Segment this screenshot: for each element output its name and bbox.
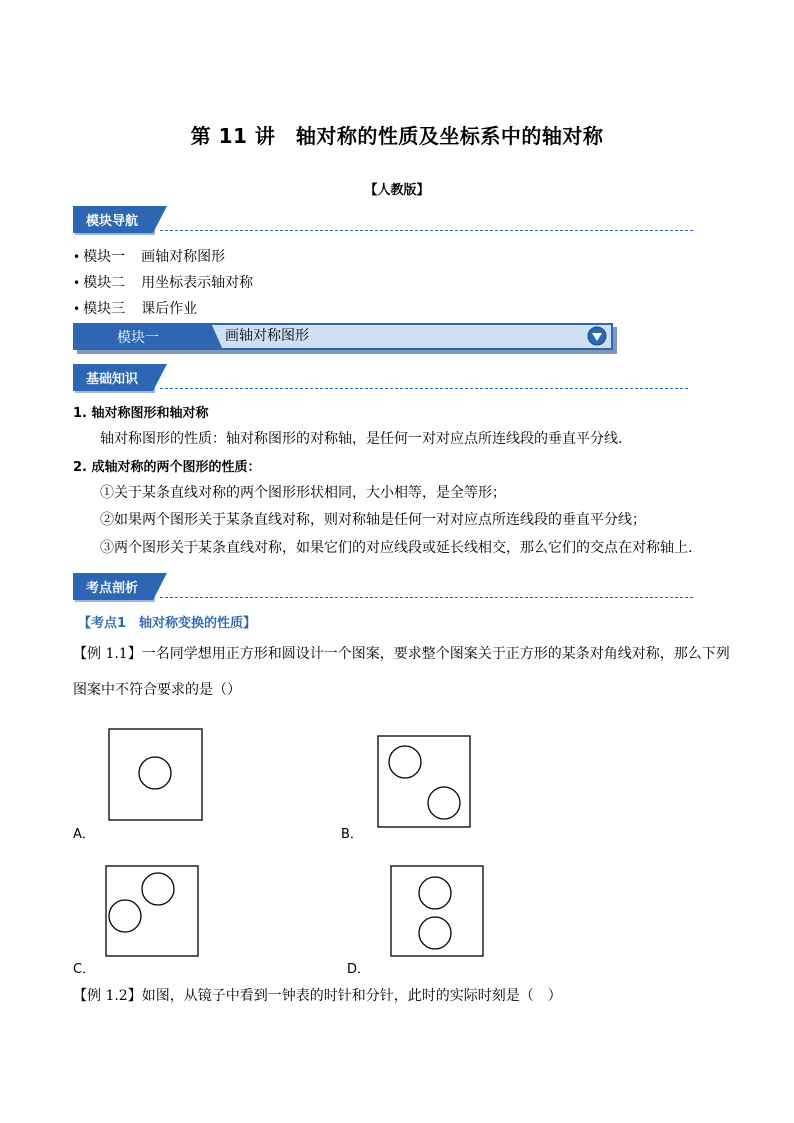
option-b[interactable]: B． bbox=[341, 827, 363, 842]
figure-b bbox=[372, 732, 476, 832]
example-1-1: 【例 1.1】一名同学想用正方形和圆设计一个图案，要求整个图案关于正方形的某条对角线对称，那么下列图案中不符合要求的是（） bbox=[73, 646, 730, 698]
heading-2: 2. 成轴对称的两个图形的性质： bbox=[73, 460, 261, 475]
key-point-title: 【考点1 轴对称变换的性质】 bbox=[78, 616, 257, 631]
tag-label: 考点剖析 bbox=[73, 573, 153, 600]
bullet-icon: • bbox=[73, 302, 81, 316]
figure-d bbox=[385, 862, 489, 960]
edition-label: 【人教版】 bbox=[364, 183, 430, 198]
tag-label: 模块导航 bbox=[73, 206, 153, 233]
paragraph-3: ②如果两个图形关于某条直线对称，则对称轴是任何一对对应点所连线段的垂直平分线； bbox=[100, 512, 646, 528]
banner-divider bbox=[201, 323, 225, 350]
nav-item-module2[interactable]: • 模块二 用坐标表示轴对称 bbox=[73, 275, 254, 291]
banner-num: 模块一 bbox=[73, 323, 203, 350]
section-tag-basics bbox=[73, 364, 153, 391]
bullet-icon: • bbox=[73, 276, 81, 290]
dashed-divider bbox=[160, 230, 693, 231]
option-c[interactable]: C． bbox=[73, 962, 96, 977]
paragraph-4: ③两个图形关于某条直线对称，如果它们的对应线段或延长线相交，那么它们的交点在对称轴上. bbox=[100, 540, 693, 556]
module-banner[interactable] bbox=[73, 323, 613, 350]
chevron-down-icon[interactable] bbox=[587, 326, 607, 346]
bullet-icon: • bbox=[73, 250, 81, 264]
option-a[interactable]: A． bbox=[73, 827, 95, 842]
page-title: 第 11 讲 轴对称的性质及坐标系中的轴对称 bbox=[190, 124, 604, 148]
nav-item-module3[interactable]: • 模块三 课后作业 bbox=[73, 301, 198, 317]
nav-item-module1[interactable]: • 模块一 画轴对称图形 bbox=[73, 249, 226, 265]
section-tag-nav bbox=[73, 206, 153, 233]
paragraph-1: 轴对称图形的性质：轴对称图形的对称轴，是任何一对对应点所连线段的垂直平分线. bbox=[100, 431, 623, 447]
dashed-divider bbox=[160, 388, 688, 389]
example-1-2: 【例 1.2】如图，从镜子中看到一钟表的时针和分针，此时的实际时刻是（ ） bbox=[73, 988, 562, 1004]
dashed-divider bbox=[160, 597, 693, 598]
heading-1: 1. 轴对称图形和轴对称 bbox=[73, 406, 209, 421]
banner-label: 画轴对称图形 bbox=[225, 328, 309, 344]
paragraph-2: ①关于某条直线对称的两个图形形状相同，大小相等，是全等形； bbox=[100, 485, 506, 501]
option-d[interactable]: D． bbox=[347, 962, 371, 977]
figure-a bbox=[100, 725, 210, 825]
section-tag-analysis bbox=[73, 573, 153, 600]
tag-label: 基础知识 bbox=[73, 364, 153, 391]
figure-c bbox=[97, 862, 207, 960]
